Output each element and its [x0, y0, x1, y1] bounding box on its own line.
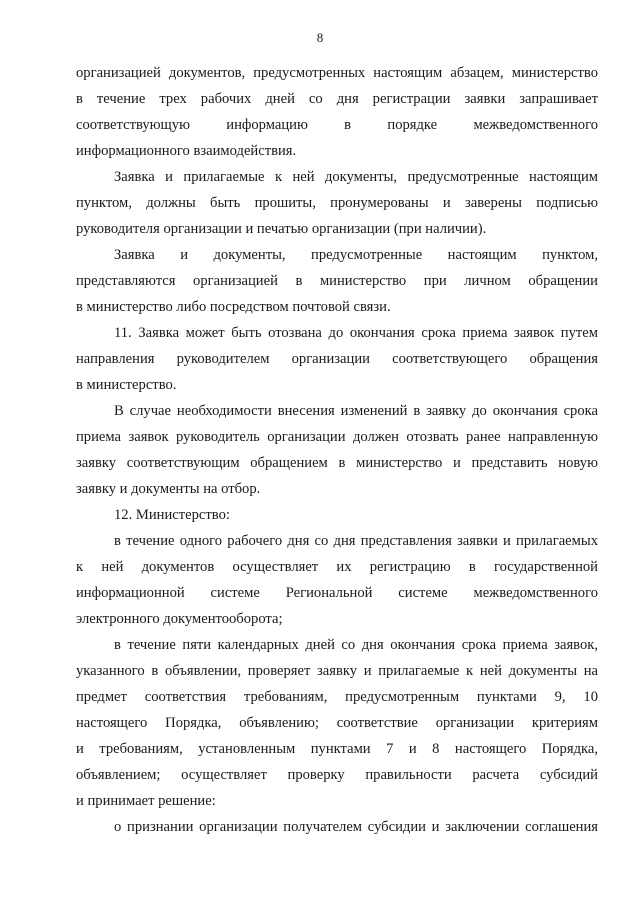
text-line: в министерство либо посредством почтовой связи.	[76, 299, 391, 315]
text-line: в течение одного рабочего дня со дня представления заявки и прилагаемых	[114, 533, 598, 549]
text-line: и принимает решение:	[76, 793, 216, 809]
text-line: к ней документов осуществляет их регистрацию в государственной	[76, 559, 598, 575]
text-line: предмет соответствия требованиям, предусмотренным пунктами 9, 10	[76, 689, 598, 705]
text-line: в течение трех рабочих дней со дня регистрации заявки запрашивает	[76, 91, 598, 107]
text-line: Заявка и документы, предусмотренные настоящим пунктом,	[114, 247, 598, 263]
text-line: организацией документов, предусмотренных настоящим абзацем, министерство	[76, 65, 598, 81]
text-line: в министерство.	[76, 377, 177, 393]
text-line: представляются организацией в министерство при личном обращении	[76, 273, 598, 289]
text-line: указанного в объявлении, проверяет заявку и прилагаемые к ней документы на	[76, 663, 598, 679]
text-line: приема заявок руководитель организации должен отозвать ранее направленную	[76, 429, 598, 445]
text-line: в течение пяти календарных дней со дня окончания срока приема заявок,	[114, 637, 598, 653]
text-line: и требованиям, установленным пунктами 7 и 8 настоящего Порядка,	[76, 741, 598, 757]
text-line: заявку соответствующим обращением в министерство и представить новую	[76, 455, 598, 471]
text-line: настоящего Порядка, объявлению; соответствие организации критериям	[76, 715, 598, 731]
text-line: информационного взаимодействия.	[76, 143, 297, 159]
text-line: Заявка и прилагаемые к ней документы, предусмотренные настоящим	[114, 169, 598, 185]
text-line: о признании организации получателем субсидии и заключении соглашения	[114, 819, 598, 835]
text-line: заявку и документы на отбор.	[76, 481, 261, 497]
text-line: направления руководителем организации соответствующего обращения	[76, 351, 598, 367]
page-number: 8	[316, 30, 324, 45]
text-line: объявлением; осуществляет проверку правильности расчета субсидий	[76, 767, 598, 783]
text-line: 11. Заявка может быть отозвана до окончания срока приема заявок путем	[114, 325, 598, 341]
text-line: 12. Министерство:	[114, 507, 230, 523]
text-line: пунктом, должны быть прошиты, пронумерованы и заверены подписью	[76, 195, 598, 211]
text-line: электронного документооборота;	[76, 611, 283, 627]
text-line: руководителя организации и печатью организации (при наличии).	[76, 221, 487, 237]
text-line: соответствующую информацию в порядке межведомственного	[76, 117, 598, 133]
text-line: В случае необходимости внесения изменений в заявку до окончания срока	[114, 403, 598, 419]
text-line: информационной системе Региональной системе межведомственного	[76, 585, 598, 601]
